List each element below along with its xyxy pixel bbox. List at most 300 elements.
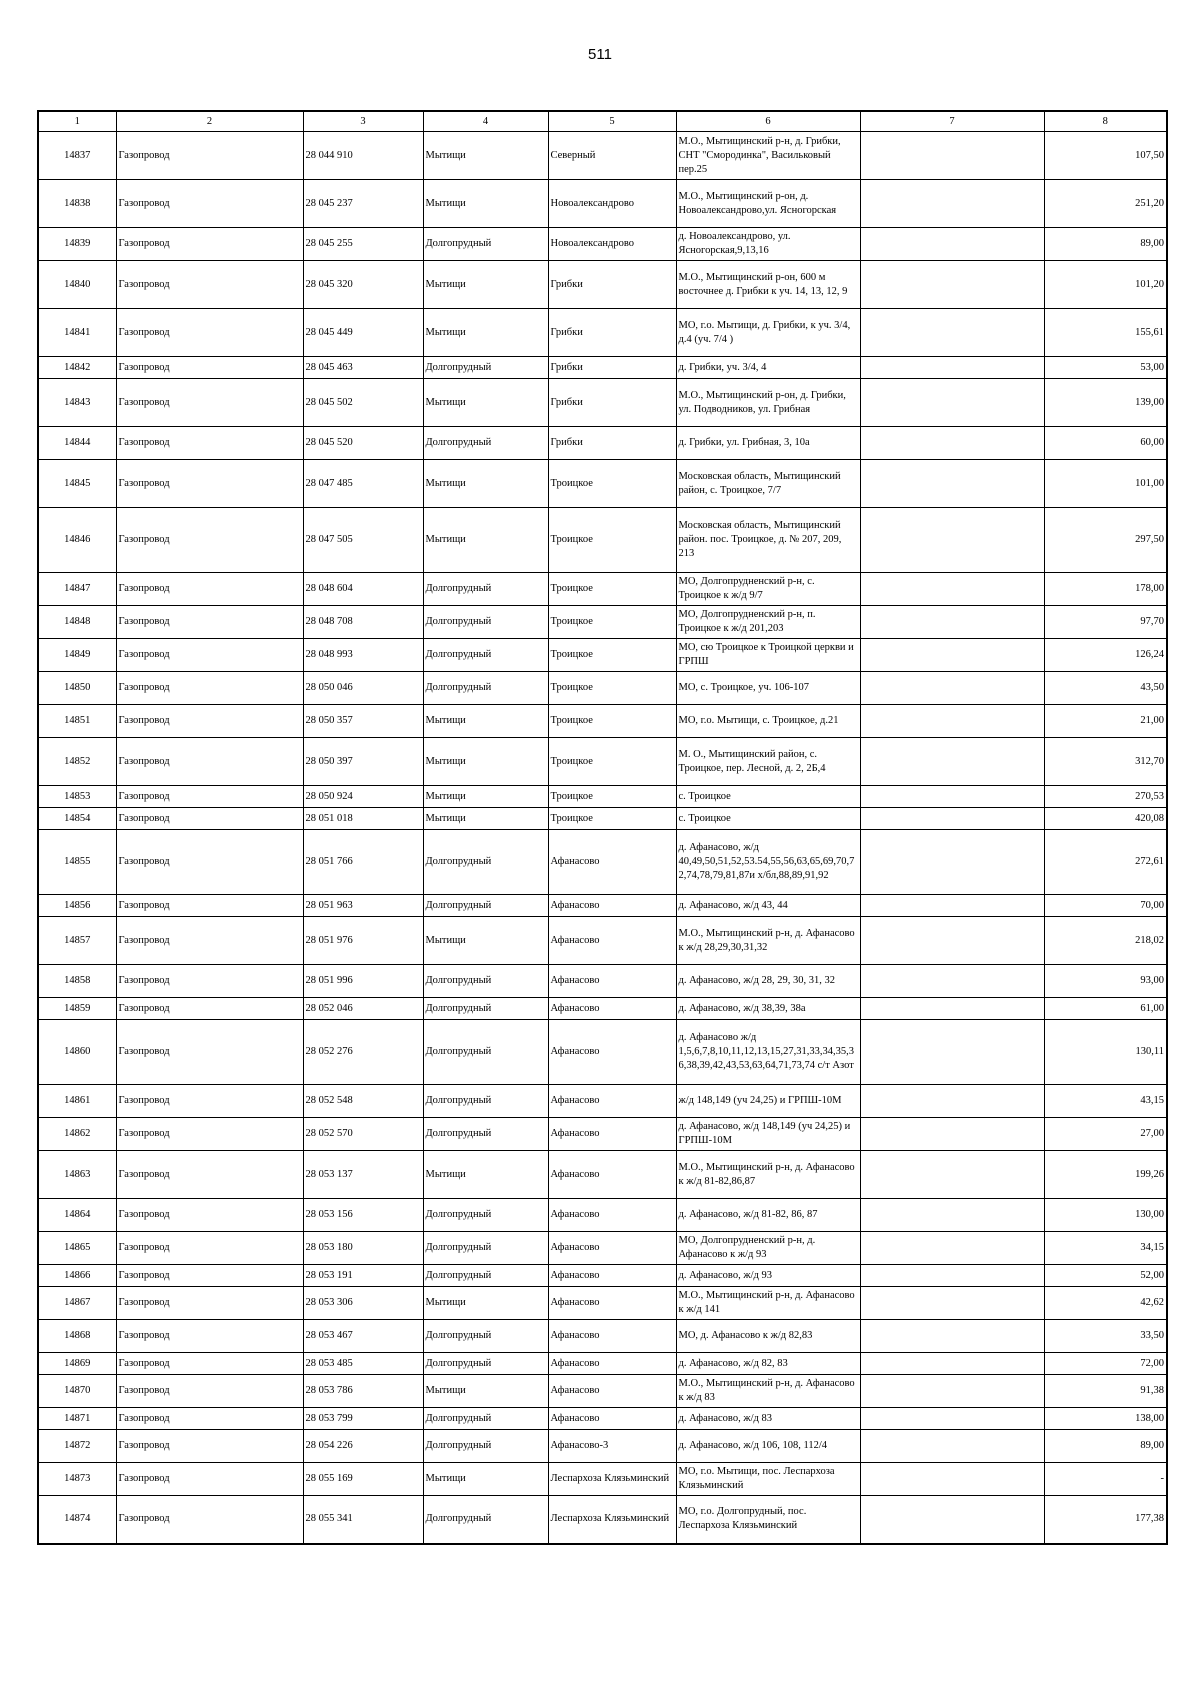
cell-name: Газопровод	[116, 639, 303, 672]
cell-city: Долгопрудный	[423, 1496, 548, 1544]
table-row	[38, 1085, 1167, 1118]
table-row	[38, 672, 1167, 705]
cell-length: 42,62	[1044, 1287, 1167, 1320]
table-row	[38, 261, 1167, 309]
cell-city: Мытищи	[423, 261, 548, 309]
cell-number: 28 053 467	[303, 1320, 423, 1353]
cell-id: 14864	[38, 1199, 116, 1232]
table-row	[38, 1020, 1167, 1085]
cell-length: 218,02	[1044, 917, 1167, 965]
cell-col7	[860, 180, 1044, 228]
table-row	[38, 1496, 1167, 1544]
cell-length: 89,00	[1044, 1430, 1167, 1463]
cell-number: 28 051 018	[303, 808, 423, 830]
cell-city: Долгопрудный	[423, 1199, 548, 1232]
cell-id: 14860	[38, 1020, 116, 1085]
table-row	[38, 738, 1167, 786]
table-row	[38, 1320, 1167, 1353]
cell-number: 28 052 046	[303, 998, 423, 1020]
cell-col7	[860, 639, 1044, 672]
cell-address: д. Афанасово ж/д 1,5,6,7,8,10,11,12,13,15,27,31,33,34,35,36,38,39,42,43,53,63,64,71,73,74 с/т Азот	[676, 1020, 860, 1085]
cell-length: 53,00	[1044, 357, 1167, 379]
cell-number: 28 048 993	[303, 639, 423, 672]
table-row	[38, 1353, 1167, 1375]
cell-city: Мытищи	[423, 1375, 548, 1408]
cell-number: 28 050 924	[303, 786, 423, 808]
table-body	[38, 132, 1167, 1544]
cell-number: 28 055 341	[303, 1496, 423, 1544]
cell-col7	[860, 606, 1044, 639]
cell-locality: Троицкое	[548, 460, 676, 508]
cell-id: 14858	[38, 965, 116, 998]
cell-address: д. Грибки, уч. 3/4, 4	[676, 357, 860, 379]
cell-locality: Грибки	[548, 357, 676, 379]
cell-length: 91,38	[1044, 1375, 1167, 1408]
cell-number: 28 045 463	[303, 357, 423, 379]
cell-id: 14845	[38, 460, 116, 508]
cell-locality: Афанасово	[548, 1232, 676, 1265]
table-row	[38, 1151, 1167, 1199]
cell-address: М.О., Мытищинский р-н, д. Афанасово к ж/д 83	[676, 1375, 860, 1408]
cell-length: 43,50	[1044, 672, 1167, 705]
cell-name: Газопровод	[116, 180, 303, 228]
cell-city: Мытищи	[423, 786, 548, 808]
cell-city: Долгопрудный	[423, 1085, 548, 1118]
cell-locality: Троицкое	[548, 738, 676, 786]
cell-number: 28 050 046	[303, 672, 423, 705]
cell-id: 14867	[38, 1287, 116, 1320]
cell-length: 139,00	[1044, 379, 1167, 427]
table-row	[38, 309, 1167, 357]
cell-length: 199,26	[1044, 1151, 1167, 1199]
table-row	[38, 228, 1167, 261]
cell-id: 14873	[38, 1463, 116, 1496]
column-header-5: 5	[548, 111, 676, 132]
cell-number: 28 053 799	[303, 1408, 423, 1430]
cell-locality: Троицкое	[548, 606, 676, 639]
cell-col7	[860, 508, 1044, 573]
cell-col7	[860, 1408, 1044, 1430]
table-row	[38, 998, 1167, 1020]
cell-address: МО, сю Троицкое к Троицкой церкви и ГРПШ	[676, 639, 860, 672]
cell-locality: Троицкое	[548, 786, 676, 808]
cell-city: Мытищи	[423, 180, 548, 228]
cell-city: Мытищи	[423, 1287, 548, 1320]
cell-city: Долгопрудный	[423, 228, 548, 261]
cell-length: 420,08	[1044, 808, 1167, 830]
cell-id: 14846	[38, 508, 116, 573]
cell-length: 312,70	[1044, 738, 1167, 786]
cell-number: 28 045 502	[303, 379, 423, 427]
cell-id: 14874	[38, 1496, 116, 1544]
cell-number: 28 045 520	[303, 427, 423, 460]
table-row	[38, 1265, 1167, 1287]
cell-city: Долгопрудный	[423, 1320, 548, 1353]
cell-length: 27,00	[1044, 1118, 1167, 1151]
cell-name: Газопровод	[116, 1496, 303, 1544]
cell-address: М.О., Мытищинский р-он, д. Грибки, ул. Подводников, ул. Грибная	[676, 379, 860, 427]
cell-col7	[860, 1287, 1044, 1320]
cell-name: Газопровод	[116, 705, 303, 738]
cell-city: Мытищи	[423, 808, 548, 830]
cell-city: Долгопрудный	[423, 998, 548, 1020]
cell-col7	[860, 1151, 1044, 1199]
cell-address: д. Афанасово, ж/д 148,149 (уч 24,25) и ГРПШ-10М	[676, 1118, 860, 1151]
cell-city: Мытищи	[423, 705, 548, 738]
cell-city: Долгопрудный	[423, 357, 548, 379]
cell-number: 28 053 485	[303, 1353, 423, 1375]
cell-number: 28 044 910	[303, 132, 423, 180]
table-row	[38, 1375, 1167, 1408]
cell-col7	[860, 357, 1044, 379]
cell-city: Долгопрудный	[423, 573, 548, 606]
cell-length: 138,00	[1044, 1408, 1167, 1430]
cell-address: д. Афанасово, ж/д 81-82, 86, 87	[676, 1199, 860, 1232]
cell-city: Долгопрудный	[423, 1232, 548, 1265]
cell-id: 14855	[38, 830, 116, 895]
cell-locality: Афанасово	[548, 1020, 676, 1085]
cell-name: Газопровод	[116, 1353, 303, 1375]
cell-length: 101,00	[1044, 460, 1167, 508]
cell-col7	[860, 1353, 1044, 1375]
cell-col7	[860, 672, 1044, 705]
cell-name: Газопровод	[116, 830, 303, 895]
cell-locality: Афанасово	[548, 895, 676, 917]
cell-locality: Афанасово	[548, 1265, 676, 1287]
table-row	[38, 427, 1167, 460]
cell-address: д. Афанасово, ж/д 83	[676, 1408, 860, 1430]
cell-city: Долгопрудный	[423, 1408, 548, 1430]
cell-name: Газопровод	[116, 1463, 303, 1496]
cell-name: Газопровод	[116, 508, 303, 573]
cell-city: Долгопрудный	[423, 672, 548, 705]
table-row	[38, 1232, 1167, 1265]
cell-id: 14859	[38, 998, 116, 1020]
cell-locality: Грибки	[548, 427, 676, 460]
cell-name: Газопровод	[116, 738, 303, 786]
cell-col7	[860, 705, 1044, 738]
cell-id: 14838	[38, 180, 116, 228]
column-header-6: 6	[676, 111, 860, 132]
cell-city: Мытищи	[423, 1151, 548, 1199]
cell-length: 130,00	[1044, 1199, 1167, 1232]
cell-number: 28 050 357	[303, 705, 423, 738]
cell-locality: Троицкое	[548, 639, 676, 672]
cell-locality: Афанасово	[548, 1408, 676, 1430]
table-row	[38, 786, 1167, 808]
cell-id: 14871	[38, 1408, 116, 1430]
cell-name: Газопровод	[116, 1232, 303, 1265]
cell-address: Московская область, Мытищинский район, с. Троицкое, 7/7	[676, 460, 860, 508]
cell-col7	[860, 738, 1044, 786]
table-row	[38, 508, 1167, 573]
cell-city: Мытищи	[423, 132, 548, 180]
cell-id: 14854	[38, 808, 116, 830]
table-row	[38, 639, 1167, 672]
cell-col7	[860, 460, 1044, 508]
cell-name: Газопровод	[116, 917, 303, 965]
cell-city: Долгопрудный	[423, 1265, 548, 1287]
cell-name: Газопровод	[116, 1430, 303, 1463]
cell-length: 70,00	[1044, 895, 1167, 917]
cell-name: Газопровод	[116, 427, 303, 460]
cell-col7	[860, 1265, 1044, 1287]
table-row	[38, 180, 1167, 228]
cell-address: МО, с. Троицкое, уч. 106-107	[676, 672, 860, 705]
cell-length: 21,00	[1044, 705, 1167, 738]
cell-city: Мытищи	[423, 379, 548, 427]
cell-length: 107,50	[1044, 132, 1167, 180]
cell-col7	[860, 1463, 1044, 1496]
cell-locality: Троицкое	[548, 705, 676, 738]
column-header-8: 8	[1044, 111, 1167, 132]
cell-length: 43,15	[1044, 1085, 1167, 1118]
cell-city: Долгопрудный	[423, 965, 548, 998]
cell-id: 14851	[38, 705, 116, 738]
cell-col7	[860, 1020, 1044, 1085]
cell-col7	[860, 1199, 1044, 1232]
cell-city: Долгопрудный	[423, 639, 548, 672]
cell-length: 61,00	[1044, 998, 1167, 1020]
cell-col7	[860, 917, 1044, 965]
cell-number: 28 051 963	[303, 895, 423, 917]
cell-address: д. Грибки, ул. Грибная, 3, 10а	[676, 427, 860, 460]
cell-col7	[860, 228, 1044, 261]
page-number: 511	[588, 46, 612, 63]
table-row	[38, 379, 1167, 427]
cell-col7	[860, 1430, 1044, 1463]
cell-name: Газопровод	[116, 1375, 303, 1408]
cell-locality: Троицкое	[548, 508, 676, 573]
cell-col7	[860, 1320, 1044, 1353]
cell-locality: Грибки	[548, 261, 676, 309]
table-row	[38, 1199, 1167, 1232]
table-row	[38, 917, 1167, 965]
cell-address: М. О., Мытищинский район, с. Троицкое, пер. Лесной, д. 2, 2Б,4	[676, 738, 860, 786]
cell-address: д. Афанасово, ж/д 28, 29, 30, 31, 32	[676, 965, 860, 998]
table-row	[38, 357, 1167, 379]
cell-city: Долгопрудный	[423, 895, 548, 917]
cell-number: 28 054 226	[303, 1430, 423, 1463]
cell-name: Газопровод	[116, 309, 303, 357]
cell-length: 155,61	[1044, 309, 1167, 357]
cell-locality: Троицкое	[548, 573, 676, 606]
cell-name: Газопровод	[116, 895, 303, 917]
cell-col7	[860, 309, 1044, 357]
cell-name: Газопровод	[116, 261, 303, 309]
cell-number: 28 053 786	[303, 1375, 423, 1408]
column-header-2: 2	[116, 111, 303, 132]
cell-id: 14840	[38, 261, 116, 309]
cell-address: МО, Долгопрудненский р-н, д. Афанасово к ж/д 93	[676, 1232, 860, 1265]
cell-id: 14870	[38, 1375, 116, 1408]
cell-city: Долгопрудный	[423, 1020, 548, 1085]
cell-length: 272,61	[1044, 830, 1167, 895]
cell-length: 33,50	[1044, 1320, 1167, 1353]
cell-id: 14850	[38, 672, 116, 705]
cell-number: 28 050 397	[303, 738, 423, 786]
cell-name: Газопровод	[116, 998, 303, 1020]
table-row	[38, 808, 1167, 830]
cell-locality: Леспархоза Клязьминский	[548, 1496, 676, 1544]
cell-locality: Афанасово	[548, 1199, 676, 1232]
cell-locality: Афанасово	[548, 965, 676, 998]
cell-number: 28 053 191	[303, 1265, 423, 1287]
cell-id: 14847	[38, 573, 116, 606]
cell-name: Газопровод	[116, 965, 303, 998]
cell-name: Газопровод	[116, 1085, 303, 1118]
table-row	[38, 965, 1167, 998]
cell-name: Газопровод	[116, 1287, 303, 1320]
table-row	[38, 830, 1167, 895]
column-header-7: 7	[860, 111, 1044, 132]
cell-city: Долгопрудный	[423, 1118, 548, 1151]
cell-id: 14856	[38, 895, 116, 917]
cell-address: М.О., Мытищинский р-н, д. Грибки, СНТ "Смородинка", Васильковый пер.25	[676, 132, 860, 180]
header-row	[38, 111, 1167, 132]
cell-city: Долгопрудный	[423, 830, 548, 895]
cell-col7	[860, 1118, 1044, 1151]
cell-number: 28 053 156	[303, 1199, 423, 1232]
cell-name: Газопровод	[116, 1408, 303, 1430]
cell-id: 14865	[38, 1232, 116, 1265]
cell-length: 126,24	[1044, 639, 1167, 672]
cell-number: 28 051 976	[303, 917, 423, 965]
cell-number: 28 045 449	[303, 309, 423, 357]
cell-number: 28 047 505	[303, 508, 423, 573]
cell-address: МО, Долгопрудненский р-н, п. Троицкое к ж/д 201,203	[676, 606, 860, 639]
cell-name: Газопровод	[116, 573, 303, 606]
cell-length: 60,00	[1044, 427, 1167, 460]
cell-length: 251,20	[1044, 180, 1167, 228]
cell-address: с. Троицкое	[676, 786, 860, 808]
cell-number: 28 052 570	[303, 1118, 423, 1151]
cell-id: 14852	[38, 738, 116, 786]
cell-address: д. Афанасово, ж/д 82, 83	[676, 1353, 860, 1375]
cell-id: 14841	[38, 309, 116, 357]
cell-locality: Афанасово-3	[548, 1430, 676, 1463]
cell-locality: Афанасово	[548, 1375, 676, 1408]
cell-locality: Афанасово	[548, 998, 676, 1020]
cell-address: д. Афанасово, ж/д 38,39, 38а	[676, 998, 860, 1020]
cell-number: 28 051 996	[303, 965, 423, 998]
cell-name: Газопровод	[116, 1118, 303, 1151]
cell-locality: Афанасово	[548, 1118, 676, 1151]
cell-col7	[860, 379, 1044, 427]
cell-col7	[860, 573, 1044, 606]
cell-col7	[860, 895, 1044, 917]
cell-address: МО, г.о. Мытищи, пос. Леспархоза Клязьминский	[676, 1463, 860, 1496]
cell-city: Мытищи	[423, 508, 548, 573]
cell-city: Долгопрудный	[423, 1430, 548, 1463]
cell-name: Газопровод	[116, 786, 303, 808]
cell-address: Московская область, Мытищинский район. пос. Троицкое, д. № 207, 209, 213	[676, 508, 860, 573]
cell-id: 14857	[38, 917, 116, 965]
cell-address: д. Афанасово, ж/д 43, 44	[676, 895, 860, 917]
cell-address: М.О., Мытищинский р-н, д. Афанасово к ж/д 28,29,30,31,32	[676, 917, 860, 965]
cell-address: МО, г.о. Мытищи, д. Грибки, к уч. 3/4, д.4 (уч. 7/4 )	[676, 309, 860, 357]
cell-length: 34,15	[1044, 1232, 1167, 1265]
cell-address: ж/д 148,149 (уч 24,25) и ГРПШ-10М	[676, 1085, 860, 1118]
cell-col7	[860, 965, 1044, 998]
cell-id: 14862	[38, 1118, 116, 1151]
cell-id: 14839	[38, 228, 116, 261]
cell-locality: Афанасово	[548, 917, 676, 965]
cell-length: 72,00	[1044, 1353, 1167, 1375]
cell-id: 14872	[38, 1430, 116, 1463]
cell-locality: Троицкое	[548, 672, 676, 705]
cell-number: 28 052 548	[303, 1085, 423, 1118]
cell-length: -	[1044, 1463, 1167, 1496]
cell-address: д. Афанасово, ж/д 40,49,50,51,52,53.54,55,56,63,65,69,70,72,74,78,79,81,87и х/бл,88,89,91,92	[676, 830, 860, 895]
table-row	[38, 1430, 1167, 1463]
cell-length: 101,20	[1044, 261, 1167, 309]
cell-address: МО, г.о. Долгопрудный, пос. Леспархоза Клязьминский	[676, 1496, 860, 1544]
cell-length: 177,38	[1044, 1496, 1167, 1544]
table-row	[38, 132, 1167, 180]
cell-number: 28 045 255	[303, 228, 423, 261]
cell-name: Газопровод	[116, 672, 303, 705]
registry-table	[37, 110, 1168, 1545]
cell-locality: Северный	[548, 132, 676, 180]
cell-id: 14861	[38, 1085, 116, 1118]
cell-locality: Афанасово	[548, 1151, 676, 1199]
cell-name: Газопровод	[116, 1265, 303, 1287]
cell-length: 270,53	[1044, 786, 1167, 808]
cell-address: с. Троицкое	[676, 808, 860, 830]
cell-city: Долгопрудный	[423, 1353, 548, 1375]
table-row	[38, 606, 1167, 639]
table-row	[38, 573, 1167, 606]
cell-id: 14842	[38, 357, 116, 379]
cell-address: д. Афанасово, ж/д 106, 108, 112/4	[676, 1430, 860, 1463]
table-row	[38, 1118, 1167, 1151]
cell-address: М.О., Мытищинский р-н, д. Афанасово к ж/д 141	[676, 1287, 860, 1320]
cell-col7	[860, 830, 1044, 895]
cell-number: 28 045 320	[303, 261, 423, 309]
cell-locality: Троицкое	[548, 808, 676, 830]
cell-city: Мытищи	[423, 460, 548, 508]
cell-address: МО, д. Афанасово к ж/д 82,83	[676, 1320, 860, 1353]
cell-number: 28 051 766	[303, 830, 423, 895]
cell-length: 297,50	[1044, 508, 1167, 573]
cell-locality: Афанасово	[548, 830, 676, 895]
cell-length: 97,70	[1044, 606, 1167, 639]
cell-col7	[860, 427, 1044, 460]
cell-name: Газопровод	[116, 379, 303, 427]
cell-length: 93,00	[1044, 965, 1167, 998]
cell-name: Газопровод	[116, 1320, 303, 1353]
table-row	[38, 1408, 1167, 1430]
cell-col7	[860, 1375, 1044, 1408]
cell-number: 28 053 137	[303, 1151, 423, 1199]
cell-id: 14853	[38, 786, 116, 808]
cell-address: д. Афанасово, ж/д 93	[676, 1265, 860, 1287]
column-header-4: 4	[423, 111, 548, 132]
cell-locality: Новоалександрово	[548, 180, 676, 228]
cell-address: М.О., Мытищинский р-он, д. Новоалександрово,ул. Ясногорская	[676, 180, 860, 228]
cell-city: Мытищи	[423, 917, 548, 965]
cell-name: Газопровод	[116, 132, 303, 180]
cell-col7	[860, 261, 1044, 309]
cell-col7	[860, 1232, 1044, 1265]
cell-col7	[860, 786, 1044, 808]
cell-city: Долгопрудный	[423, 427, 548, 460]
table-row	[38, 895, 1167, 917]
cell-name: Газопровод	[116, 808, 303, 830]
table-row	[38, 1287, 1167, 1320]
cell-id: 14848	[38, 606, 116, 639]
